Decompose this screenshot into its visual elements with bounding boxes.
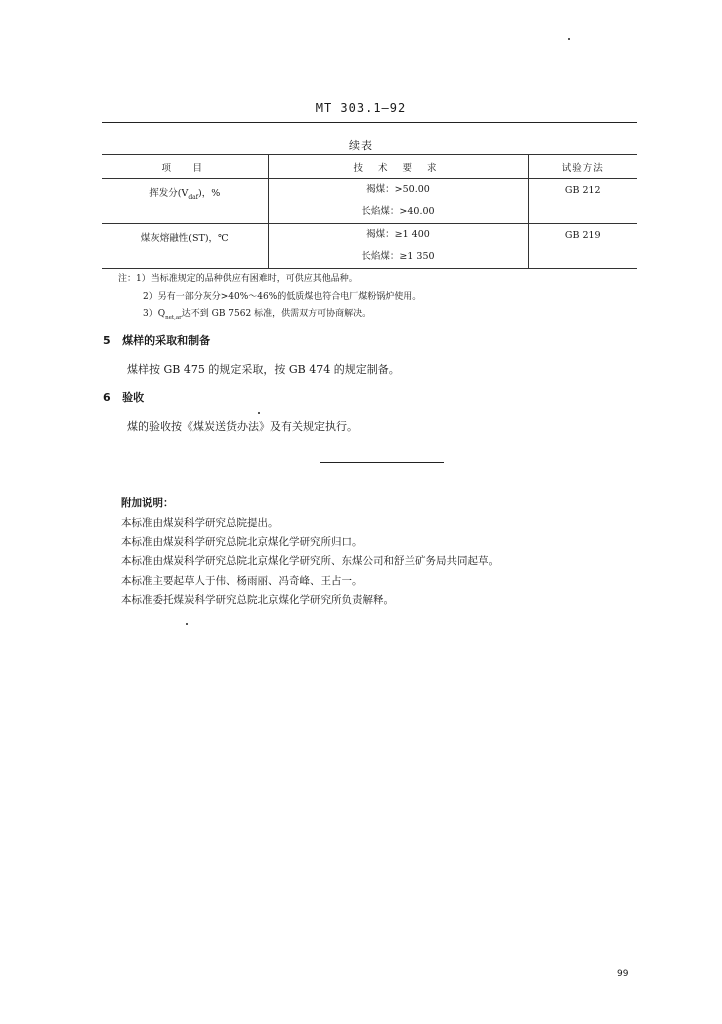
- table-header-row: [102, 155, 637, 179]
- scan-speck: [258, 412, 260, 414]
- requirement-line: 褐煤：≥1 400: [366, 229, 430, 240]
- table-cell-method: GB 212: [528, 179, 637, 224]
- scan-speck: [568, 38, 570, 40]
- section-5-body: 煤样按 GB 475 的规定采取，按 GB 474 的规定制备。: [127, 363, 400, 376]
- requirement-line: 长焰煤：≥1 350: [361, 251, 435, 262]
- table-caption: 续表: [349, 139, 373, 152]
- page-number: 99: [617, 969, 629, 979]
- table-note-1: 注：1）当标准规定的品种供应有困难时，可供应其他品种。: [118, 274, 358, 284]
- appendix-line: 本标准主要起草人于伟、杨雨丽、冯奇峰、王占一。: [121, 575, 363, 587]
- table-cell-requirement: [268, 224, 528, 269]
- section-5-heading: 5 煤样的采取和制备: [103, 334, 211, 347]
- section-6-body: 煤的验收按《煤炭送货办法》及有关规定执行。: [127, 420, 358, 433]
- appendix-line: 本标准由煤炭科学研究总院北京煤化学研究所、东煤公司和舒兰矿务局共同起草。: [121, 555, 499, 567]
- appendix-title: 附加说明：: [121, 497, 174, 509]
- scan-speck: [186, 623, 188, 625]
- appendix-line: 本标准由煤炭科学研究总院北京煤化学研究所归口。: [121, 536, 363, 548]
- column-header-requirement: 技 术 要 求: [268, 155, 528, 179]
- document-code-header: MT 303.1—92: [315, 101, 407, 115]
- appendix-line: 本标准由煤炭科学研究总院提出。: [121, 517, 279, 529]
- table-cell-item: 煤灰熔融性(ST)，℃: [102, 224, 268, 269]
- column-header-item: 项 目: [102, 155, 268, 179]
- requirement-line: 褐煤：>50.00: [366, 184, 430, 195]
- table-cell-method: GB 219: [528, 224, 637, 269]
- end-rule: [320, 462, 444, 463]
- table-cell-requirement: [268, 179, 528, 224]
- table-cell-item: 挥发分$(V_{daf})$，%: [102, 179, 268, 224]
- requirement-line: 长焰煤：>40.00: [361, 206, 435, 217]
- table-note-3: $3)Q_{net,ar}$达不到 GB 7562 标准，供需双方可协商解决。: [143, 309, 372, 321]
- specification-table: [102, 154, 637, 269]
- appendix-line: 本标准委托煤炭科学研究总院北京煤化学研究所负责解释。: [121, 594, 394, 606]
- header-rule: [102, 122, 637, 123]
- table-note-2: 2）另有一部分灰分>40%～46%的低质煤也符合电厂煤粉锅炉使用。: [143, 292, 422, 302]
- table-row: [102, 224, 637, 269]
- section-6-heading: 6 验收: [103, 391, 145, 404]
- table-row: [102, 179, 637, 224]
- column-header-method: 试验方法: [528, 155, 637, 179]
